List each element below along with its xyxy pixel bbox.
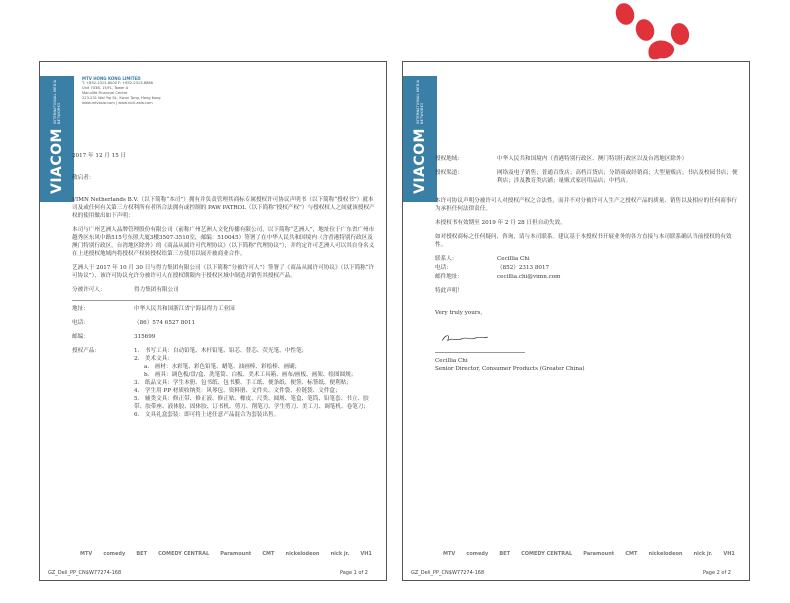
document-code: GZ_Deli_PP_CN$W77274-168: [411, 570, 485, 576]
document-code: GZ_Deli_PP_CN$W77274-168: [48, 570, 122, 576]
list-item: 1. 书写工具：自动铅笔、木杆铅笔、铅芯、替芯、荧光笔、中性笔；: [134, 348, 308, 354]
phone-row: [72, 319, 376, 327]
field-value: 中华人民共和国境内（香港特别行政区、澳门特别行政区以及台湾地区除外）: [497, 156, 688, 162]
paragraph: 本授权书有效期至 2019 年 2 月 28 日但自动失效。: [435, 220, 566, 226]
company-name: MTV HONG KONG LIMITED: [82, 76, 141, 81]
closing-statement: 特此声明！: [435, 288, 463, 294]
field-label: 电话：: [435, 265, 452, 271]
salutation: 敬启者：: [72, 175, 95, 181]
list-item: 6. 文具礼盒套装：即可将上述任意产品混合为套装出售。: [134, 412, 280, 418]
letter-date: 2017 年 12 月 15 日: [72, 153, 127, 159]
field-label: 授权渠道：: [435, 170, 463, 176]
signatory-name: Cecillia Chi: [435, 358, 468, 364]
paragraph: 本许可协议声明分被许可人对授权产权之合法性，而并不对分被许可人生产之授权产品的质量、销售以及相应的任何商事行为承担任何法律责任。: [435, 198, 738, 212]
email-row: [435, 273, 739, 281]
paragraph: 本司与广州艺洲人品牌管理股份有限公司（前称广州艺洲人文化传播有限公司，以下简称“艺洲人”，地址位于广东省广州市越秀区东风中路515号东照大厦3楼3507-3510室，邮编：510045）签署了在中华人民共和国境内（含香港特别行政区及澳门特别行政区，台湾地区除外）的《商品从属许可代理协议》（以下简称“代理协议”），并约定许可艺洲人可以其自身名义在上述授权地域内将授权产权转授权给第三方使用以展开被商业合作。: [72, 227, 375, 257]
company-address-line: 223-231 Wai Yip St., Kwun Tong, Hong Kong: [82, 96, 161, 100]
viacom-logo: [40, 76, 74, 202]
mtv-logo: MTV: [443, 551, 456, 557]
company-address-line: Unit 703B, 15/FL, Tower A: [82, 86, 129, 90]
page-number: Page 1 of 2: [339, 570, 368, 576]
contact-row: [435, 255, 739, 263]
paramount-logo: Paramount: [220, 551, 252, 557]
field-value: Cecillia Chi: [497, 256, 530, 262]
field-value: （852）2313 8017: [497, 265, 550, 271]
tel-row: [435, 264, 739, 272]
company-address-line: Manulife Financial Centre: [82, 91, 128, 95]
bet-logo: BET: [136, 551, 147, 557]
bet-logo: BET: [499, 551, 510, 557]
vh1-logo: VH1: [723, 551, 735, 557]
viacom-logo: [403, 76, 437, 202]
field-value: 网络及电子销售；普通百货店；高档百货店；分销商或经销商；大型量贩店；书店及校园书店；便利店；涉及教育类店铺；量贩式家居用品店；中档店。: [497, 170, 738, 184]
nick-jr-logo: nick jr.: [693, 551, 713, 557]
list-item: 4. 学生用 PP 材质收纳类：风琴包、资料册、文件夹、文件袋、拉链袋、文件盒；: [134, 388, 341, 394]
paramount-logo: Paramount: [583, 551, 615, 557]
nick-jr-logo: nick jr.: [330, 551, 350, 557]
letterhead-address: [82, 76, 161, 106]
field-value: 315699: [134, 334, 156, 340]
list-item: 5. 辅类文具：修正带、修正液、修正贴、橡皮、尺类、圆规、笔盒、笔筒、铅笔套、书立、胶带、胶带座、液体胶、固体胶、订书机、剪刀、削笔刀、学生剪刀、美工刀、调笔机、卷笔刀；: [134, 396, 369, 410]
logo-subtitle: INTERNATIONAL MEDIA NETWORKS: [416, 79, 424, 124]
zip-row: [72, 333, 376, 341]
field-value: 得力集团有限公司: [134, 287, 179, 293]
paw-print-icon: [605, 0, 705, 62]
letter-page-1: [39, 61, 387, 581]
field-label: 授权地域：: [435, 156, 463, 162]
divider: [72, 300, 232, 301]
list-item: b. 画具：调色板/盘/盒、洗笔筒、白板、美术工具箱、画布/画板、画架、绘图圆规；: [144, 372, 357, 378]
cmt-logo: CMT: [625, 551, 638, 557]
signature-image: [435, 331, 495, 345]
comedy-central-logo: COMEDY CENTRAL: [158, 551, 210, 557]
channel-row: [435, 169, 739, 185]
licensee-row: [72, 286, 376, 294]
paragraph: 如对授权商标之任何疑问、咨询，请与本司联系。建议基于本授权书开展业务的各方直接与本司联系确认当前授权的有效性。: [435, 234, 732, 248]
footer-brand-logos: [80, 551, 372, 557]
nickelodeon-logo: nickelodeon: [648, 551, 683, 557]
field-label: 授权产品：: [72, 348, 100, 354]
paragraph: VIMN Netherlands B.V.（以下简称“本司”）拥有并负责管理其商标专属授权许可协议声明书（以下简称“授权书”）就本司及或任何有关第三方权利所有者所合法拥有或控制的 PAW PATROL（以下简称“授权产权”）与授权权人之间就该授权产权的使用做出如下声明：: [72, 197, 375, 219]
comedy-central-logo: COMEDY CENTRAL: [521, 551, 573, 557]
field-label: 地址：: [72, 306, 89, 312]
letter-body: [435, 155, 739, 373]
page-footer: [411, 570, 731, 576]
field-label: 电话：: [72, 320, 89, 326]
letter-page-2: [402, 61, 750, 581]
territory-row: [435, 155, 739, 163]
list-item: 2. 美术文具：: [134, 356, 173, 362]
comedy-logo: comedy: [466, 551, 489, 557]
list-item: a. 画材：水彩笔、彩色铅笔、蜡笔、油画棒、彩绘棒、画刷；: [144, 364, 301, 370]
address-row: [72, 305, 376, 313]
field-label: 分被许可人：: [72, 287, 106, 293]
nickelodeon-logo: nickelodeon: [285, 551, 320, 557]
products-list: [134, 347, 376, 419]
logo-text: VIACOM: [49, 128, 65, 194]
vh1-logo: VH1: [360, 551, 372, 557]
logo-text: VIACOM: [412, 128, 428, 194]
company-website: www.mtvasia.com | www.nick-asia.com: [82, 101, 153, 105]
signature-line: [435, 352, 525, 353]
paragraph: 艺洲人于 2017 年 10 月 30 日与得力集团有限公司（以下简称“分被许可人”）签署了《商品从属许可协议》（以下简称“许可协议”），该许可协议允许分被许可人在授权期限内于授权区域中制造并销售其授权产品。: [72, 265, 375, 279]
signatory-title: Senior Director, Consumer Products (Greater China): [435, 366, 585, 372]
field-value: （86）574 6527 8011: [134, 320, 196, 326]
letter-body: [72, 152, 376, 425]
page-number: Page 2 of 2: [702, 570, 731, 576]
footer-brand-logos: [443, 551, 735, 557]
list-item: 3. 纸品文具：学生本册、包书纸、包书膜、手工纸、便条纸、便签、标签纸、便利贴；: [134, 380, 352, 386]
comedy-logo: comedy: [103, 551, 126, 557]
products-row: [72, 347, 376, 419]
company-tel: T: +852-2313-8000 F: +852-2313-8888: [82, 81, 153, 85]
valediction: Very truly yours,: [435, 310, 483, 316]
field-label: 邮件地址：: [435, 274, 463, 280]
page-footer: [48, 570, 368, 576]
field-value: 中华人民共和国浙江省宁海县得力工业园: [134, 306, 235, 312]
logo-subtitle: INTERNATIONAL MEDIA NETWORKS: [53, 79, 61, 124]
mtv-logo: MTV: [80, 551, 93, 557]
cmt-logo: CMT: [262, 551, 275, 557]
field-value[interactable]: cecillia.chi@vimn.com: [497, 274, 561, 280]
field-label: 联系人：: [435, 256, 458, 262]
field-label: 邮编：: [72, 334, 89, 340]
